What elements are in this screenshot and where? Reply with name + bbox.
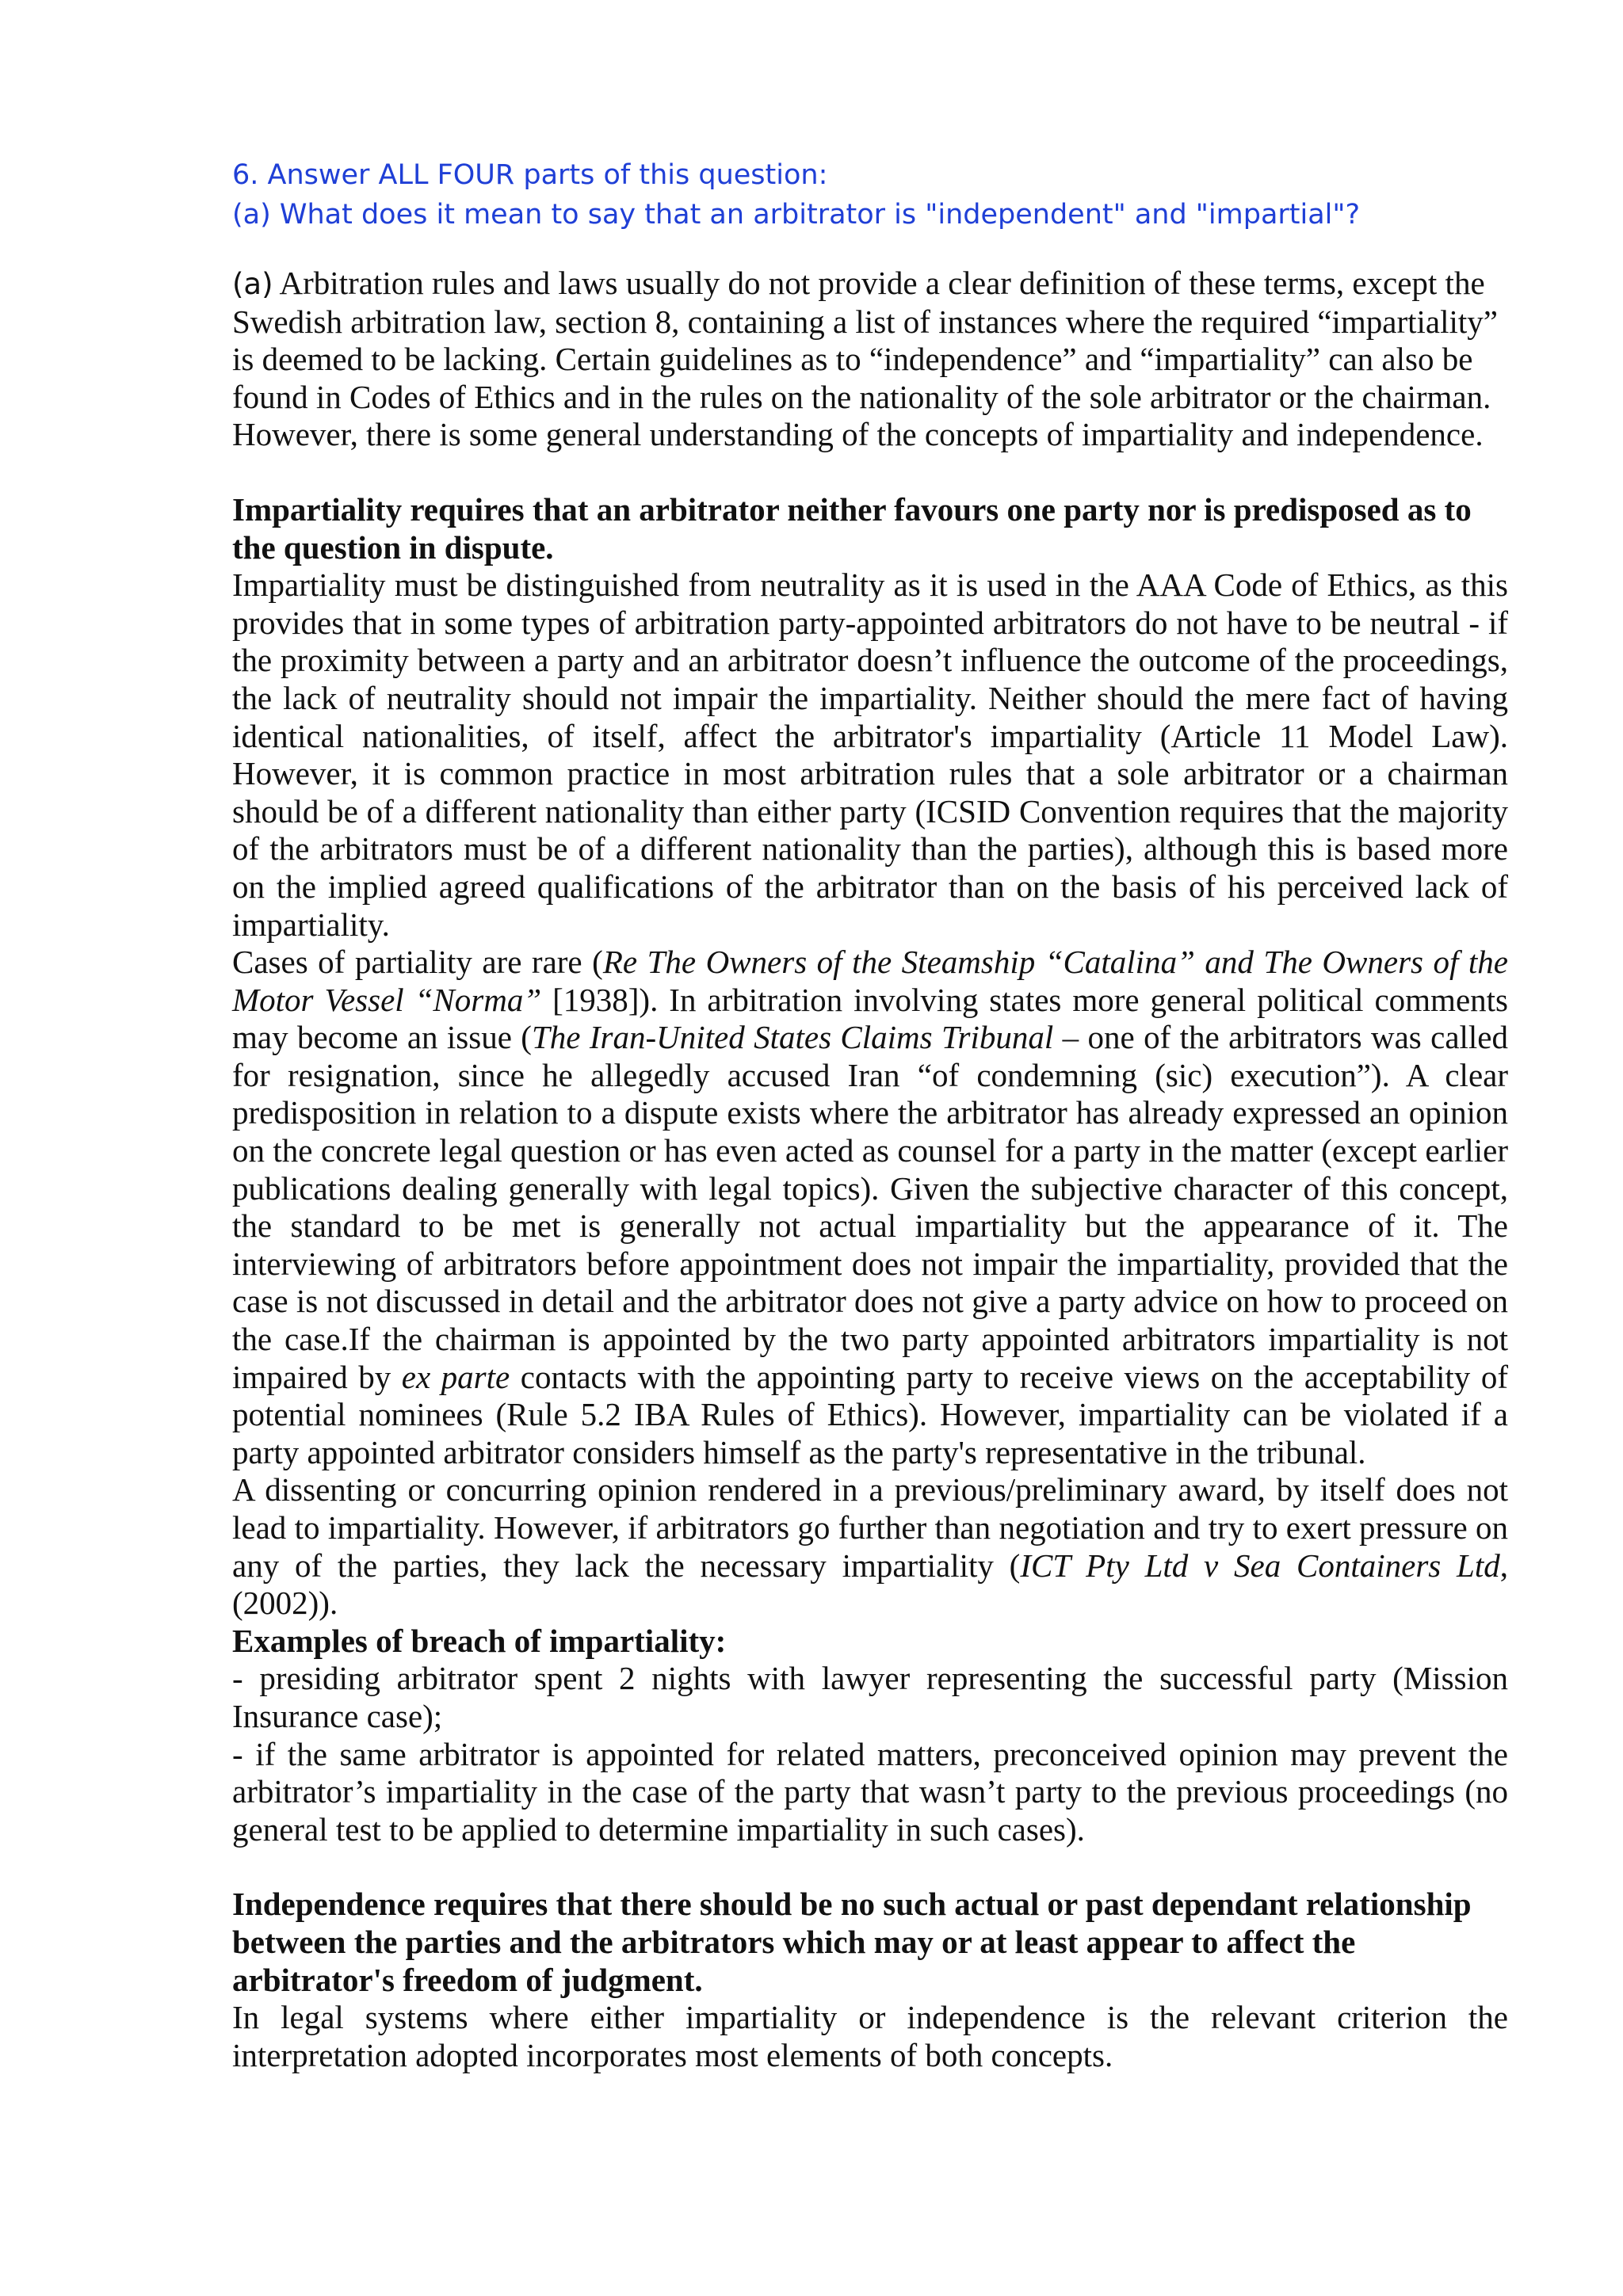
impartiality-paragraph: Impartiality must be distinguished from neutrality as it is used in the AAA Code of Ethics, as this provides that in some types of arbitration party-appointed arbitrators do not have to be neutral - if the proximity between a party and an arbitrator doesn’t influence the outcome of the proceedings, the lack of neutrality should not impair the impartiality. Neither should the mere fact of having identical nationalities, of itself, affect the arbitrator's impartiality (Article 11 Model Law). However, it is common practice in most arbitration rules that a sole arbitrator or a chairman should be of a different nationality than either party (ICSID Convention requires that the majority of the arbitrators must be of a different nationality than the parties), although this is based more on the implied agreed qualifications of the arbitrator than on the basis of his perceived lack of impartiality.: [232, 566, 1508, 943]
text-span: contacts with the appointing party to receive views on the acceptability of potential nominees (Rule 5.2 IBA Rules of Ethics). However, impartiality can be violated if a party appointed arbitrator considers himself as the party's representative in the tribunal.: [232, 1358, 1508, 1470]
question-line-1: 6. Answer ALL FOUR parts of this question:: [232, 159, 828, 191]
spacer: [232, 454, 1508, 491]
dissenting-opinion-paragraph: [232, 1471, 1508, 1622]
text-span: Cases of partiality are rare (: [232, 944, 603, 981]
text-span: [1938]). In arbitration involving states more general political comments may become an issue (: [232, 981, 1508, 1056]
partiality-cases-paragraph: [232, 944, 1508, 1471]
case-citation: Re The Owners of the Steamship “Catalina” and The Owners of the Motor Vessel “Norma”: [232, 944, 1509, 1018]
spacer: [232, 235, 1508, 265]
case-citation: ICT Pty Ltd v Sea Containers Ltd: [1020, 1547, 1500, 1584]
answer-label: (a): [232, 267, 273, 301]
independence-heading: Independence requires that there should be no such actual or past dependant relationship between the parties and the arbitrators which may or at least appear to affect the arbitrator's freedom of judgment.: [232, 1886, 1472, 1998]
examples-heading: Examples of breach of impartiality:: [232, 1622, 727, 1659]
document-page: [232, 155, 1508, 2074]
independence-paragraph: In legal systems where either impartiality or independence is the relevant criterion the interpretation adopted incorporates most elements of both concepts.: [232, 1999, 1508, 2073]
question-line-2: (a) What does it mean to say that an arbitrator is "independent" and "impartial"?: [232, 199, 1361, 231]
intro-text: Arbitration rules and laws usually do not provide a clear definition of these terms, except the Swedish arbitration law, section 8, containing a list of instances where the required “impartiality” is deemed to be lacking. Certain guidelines as to “independence” and “impartiality” can also be found in Codes of Ethics and in the rules on the nationality of the sole arbitrator or the chairman. However, there is some general understanding of the concepts of impartiality and independence.: [232, 265, 1498, 453]
spacer: [232, 1848, 1508, 1886]
text-span: A dissenting or concurring opinion rendered in a previous/preliminary award, by itself does not lead to impartiality. However, if arbitrators go further than negotiation and try to exert pressure on any of the parties, they lack the necessary impartiality (: [232, 1471, 1508, 1584]
impartiality-heading: Impartiality requires that an arbitrator neither favours one party nor is predisposed as to the question in dispute.: [232, 490, 1472, 566]
intro-paragraph: [232, 265, 1520, 454]
text-span: – one of the arbitrators was called for resignation, since he allegedly accused Iran “of condemning (sic) execution”). A clear predisposition in relation to a dispute exists where the arbitrator has already expressed an opinion on the concrete legal question or has even acted as counsel for a party in the matter (except earlier publications dealing generally with legal topics). Given the subjective character of this concept, the standard to be met is generally not actual impartiality but the appearance of it. The interviewing of arbitrators before appointment does not impair the impartiality, provided that the case is not discussed in detail and the arbitrator does not give a party advice on how to proceed on the case.If the chairman is appointed by the two party appointed arbitrators impartiality is not impaired by: [232, 1019, 1509, 1395]
latin-term: ex parte: [401, 1358, 510, 1395]
case-citation: The Iran-United States Claims Tribunal: [531, 1019, 1054, 1056]
text-span: , (2002)).: [232, 1547, 1508, 1622]
example-item: - presiding arbitrator spent 2 nights with lawyer representing the successful party (Mission Insurance case);: [232, 1660, 1508, 1734]
example-item: - if the same arbitrator is appointed for related matters, preconceived opinion may prevent the arbitrator’s impartiality in the case of the party that wasn’t party to the previous proceedings (no general test to be applied to determine impartiality in such cases).: [232, 1735, 1508, 1848]
